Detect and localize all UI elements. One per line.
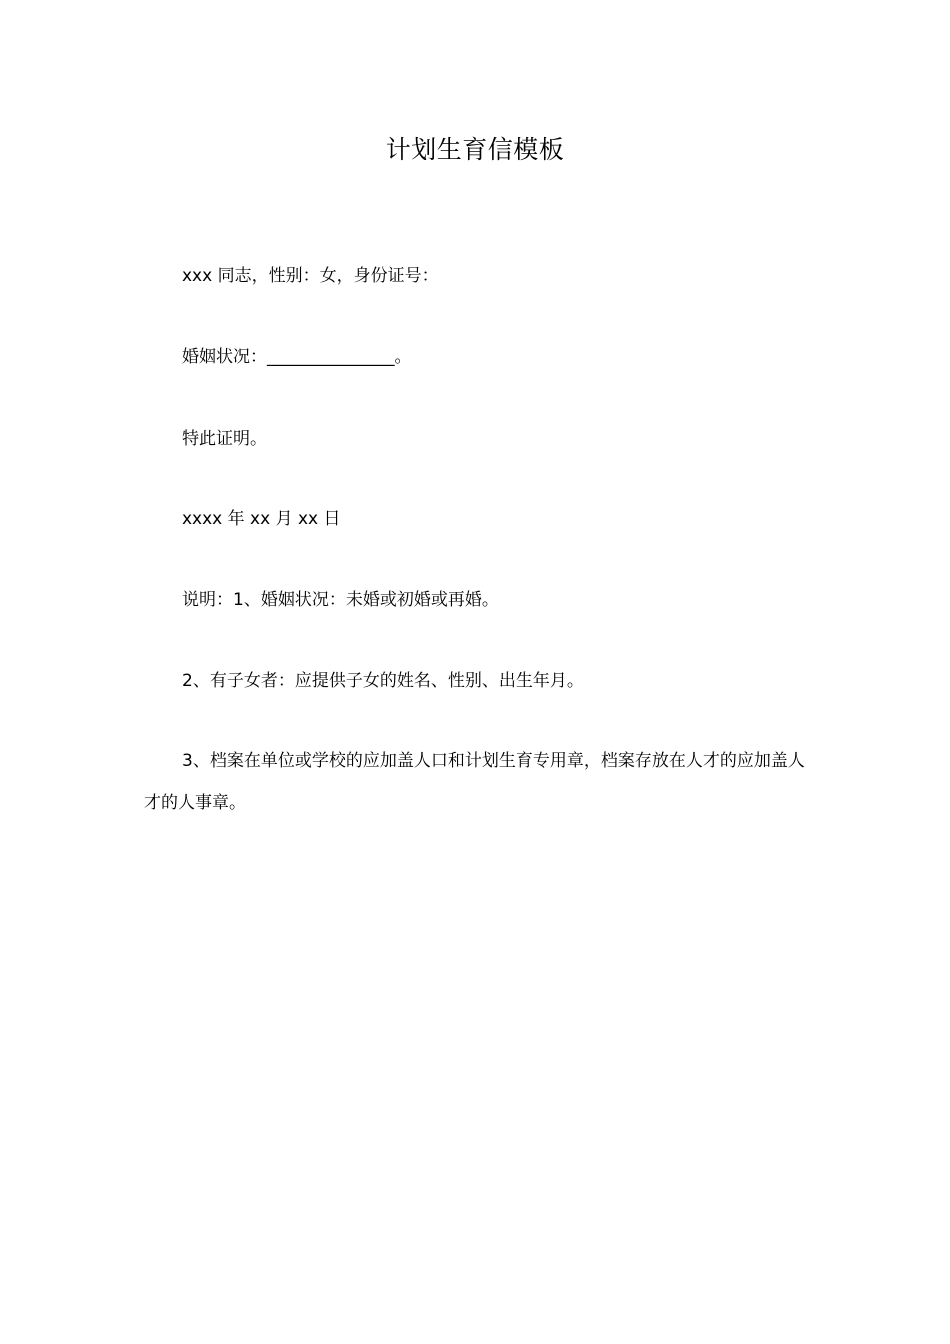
paragraph-note-3: 3、档案在单位或学校的应加盖人口和计划生育专用章，档案存放在人才的应加盖人才的人事章。 (144, 751, 805, 813)
paragraph-identity: xxx 同志，性别：女，身份证号： (182, 266, 439, 286)
paragraph-note-1: 说明：1、婚姻状况：未婚或初婚或再婚。 (182, 590, 499, 610)
document-title: 计划生育信模板 (385, 135, 565, 164)
paragraph-note-2: 2、有子女者：应提供子女的姓名、性别、出生年月。 (182, 671, 584, 691)
paragraph-marital-status: 婚姻状况：_______________。 (182, 347, 412, 367)
paragraph-date: xxxx 年 xx 月 xx 日 (182, 509, 341, 529)
paragraph-certification: 特此证明。 (182, 429, 267, 449)
